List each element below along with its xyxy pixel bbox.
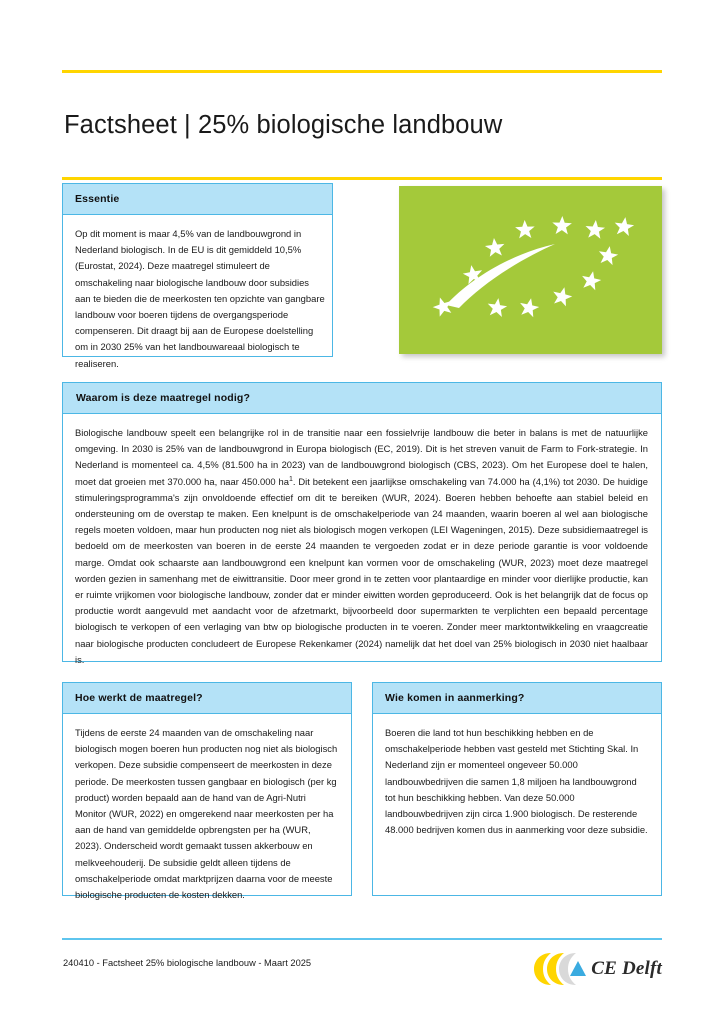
title-block (62, 70, 662, 180)
page-footer (62, 938, 662, 996)
panel-hoe-werkt (62, 682, 352, 901)
panel-wie-aanmerking (372, 682, 662, 896)
panel-essentie-heading: Essentie (63, 184, 332, 215)
panel-hoe-body: Tijdens de eerste 24 maanden van de omschakeling naar biologisch mogen boeren hun producten nog niet als biologisch verkopen. Deze subsidie compenseert de meerkosten in deze periode. De meerkosten tussen gangbaar en biologisch (per kg product) worden bepaald aan de hand van de Agri-Nutri Monitor (WUR, 2022) en omgerekend naar meerkosten per ha aan de hand van gemiddelde opbrengsten per ha (WUR, 2023). Onderscheid wordt gemaakt tussen akkerbouw en melkveehouderij. De subsidie geldt alleen tijdens de omschakelperiode omdat marktprijzen daarna voor de meeste biologische producten de kosten dekken. (75, 727, 338, 901)
waarom-text-part1: Biologische landbouw speelt een belangrijke rol in de transitie naar een fossielvrije landbouw die beter in balans is met de natuurlijke omgeving. In 2030 is 25% van de landbouwgrond in Europa biologisch (EC, 2019). Dit is het streven vanuit de Farm to Fork-strategie. In Nederland is momenteel ca. 4,5% (81.500 ha in 2023) van de landbouwgrond biologisch (CBS, 2023). Om het Europese doel te halen, moet dat groeien met 370.000 ha, naar 450.000 ha (75, 427, 648, 487)
panel-waarom-heading: Waarom is deze maatregel nodig? (63, 383, 661, 414)
page-title: Factsheet | 25% biologische landbouw (64, 111, 503, 140)
panel-waarom (62, 382, 662, 665)
panel-wie-body: Boeren die land tot hun beschikking hebben en de omschakelperiode hebben vast gesteld met Stichting Skal. In Nederland zijn er momenteel ongeveer 50.000 landbouwbedrijven die samen 1,8 miljoen ha landbouwgrond tot hun beschikking hebben. Van deze 50.000 landbouwbedrijven zijn circa 1.900 biologisch. De resterende 48.000 bedrijven komen dus in aanmerking voor deze subsidie. (385, 727, 648, 836)
footer-rule (62, 938, 662, 940)
panel-hoe-heading: Hoe werkt de maatregel? (63, 683, 351, 714)
title-rule-bottom (62, 177, 662, 180)
panel-essentie (62, 183, 333, 369)
title-rule-top (62, 70, 662, 73)
ce-delft-wordmark: CE Delft (591, 958, 662, 979)
panel-essentie-body: Op dit moment is maar 4,5% van de landbouwgrond in Nederland biologisch. In de EU is dit gemiddeld 10,5% (Eurostat, 2024). Deze maatregel stimuleert de omschakeling naar biologische landbouw door subsidies aan te bieden die de meerkosten ten opzichte van gangbare landbouw voor boeren tijdens de overgangsperiode compenseren. Dit draagt bij aan de Europese doelstelling om in 2030 25% van het landbouwareaal biologisch te realiseren. (75, 228, 325, 369)
footer-row (62, 954, 662, 996)
panel-waarom-body (63, 414, 661, 678)
waarom-footnote-marker: 1 (288, 475, 293, 483)
ce-delft-logo (534, 946, 662, 992)
panel-wie-heading: Wie komen in aanmerking? (373, 683, 661, 714)
footer-reference: 240410 - Factsheet 25% biologische landbouw - Maart 2025 (63, 958, 312, 968)
eu-organic-logo (399, 186, 662, 354)
waarom-text-part2: . Dit betekent een jaarlijkse omschakeling van 74.000 ha (4,1%) tot 2030. De huidige stimuleringsprogramma's zijn onvoldoende effectief om dit te bereiken (WUR, 2024). Boeren hebben behoefte aan stabiel beleid en ondersteuning om de overstap te maken. Een knelpunt is de omschakelperiode van 24 maanden, waarin boeren al wel aan biologische regels moeten voldoen, maar hun producten nog niet als biologisch mogen verkopen (LEI Wageningen, 2015). Deze subsidiemaatregel is bedoeld om de meerkosten van boeren in de eerste 24 maanden te vergoeden zodat er in deze periode garantie is voor voldoende marge. Omdat ook schaarste aan landbouwgrond een knelpunt kan vormen voor de omschakeling (WUR, 2023) moet deze maatregel worden gezien in samenhang met de eiwittransitie. Door meer grond in te zetten voor plantaardige en minder voor dierlijke productie, kan er ruimte vrijkomen voor biologische landbouw, zonder dat er minder eiwitten worden geproduceerd. Ook is het belangrijk dat de focus op productie wordt aangevuld met aandacht voor de afzetmarkt, bijvoorbeeld door supermarkten te verplichten een bepaald percentage biologisch te verkopen of een verlaging van btw op biologische producten in te voeren. Zonder meer marktontwikkeling en vraagcreatie naar biologische producten concludeert de Europese Rekenkamer (2024) namelijk dat het doel van 25% biologisch in 2030 niet haalbaar is. (75, 475, 648, 665)
